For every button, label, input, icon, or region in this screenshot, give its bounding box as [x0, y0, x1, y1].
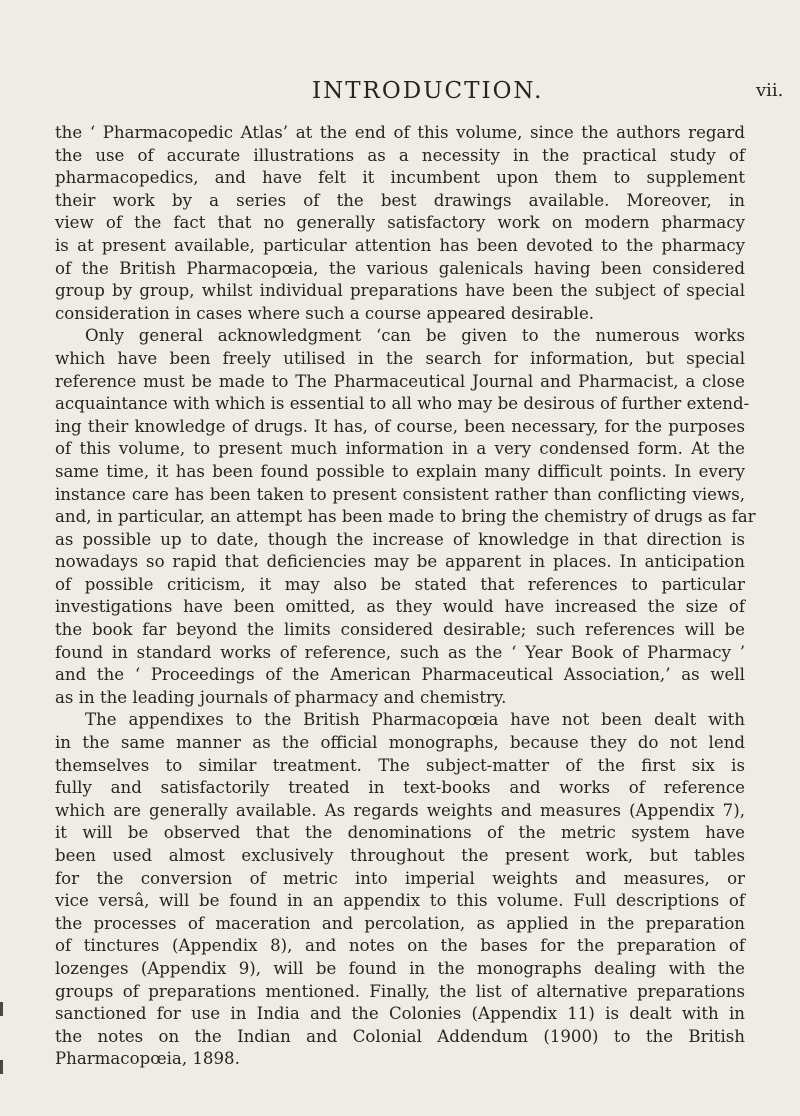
text-line: which are generally available. As regards weights and measures (Appendix 7), [55, 800, 745, 820]
text-line: groups of preparations mentioned. Finally, the list of alternative preparations [55, 981, 745, 1001]
text-line: as possible up to date, though the increase of knowledge in that direction is [55, 529, 745, 549]
text-line: of tinctures (Appendix 8), and notes on the bases for the preparation of [55, 936, 745, 956]
running-head [0, 78, 800, 112]
text-line: the use of accurate illustrations as a necessity in the practical study of [55, 145, 745, 165]
text-line: The appendixes to the British Pharmacopœia have not been dealt with [85, 710, 745, 730]
text-line: vice versâ, will be found in an appendix to this volume. Full descriptions of [55, 891, 745, 911]
text-line: nowadays so rapid that deficiencies may be apparent in places. In anticipation [55, 552, 745, 572]
text-line: instance care has been taken to present consistent rather than conflicting views, [55, 484, 745, 504]
text-line: the book far beyond the limits considered desirable; such references will be [55, 620, 745, 640]
text-line: is at present available, particular attention has been devoted to the pharmacy [55, 235, 745, 255]
text-line: the processes of maceration and percolation, as applied in the preparation [55, 913, 745, 933]
text-line: for the conversion of metric into imperial weights and measures, or [55, 868, 745, 888]
text-line: reference must be made to The Pharmaceutical Journal and Pharmacist, a close [55, 371, 745, 391]
text-line: their work by a series of the best drawings available. Moreover, in [55, 190, 745, 210]
text-line: in the same manner as the official monographs, because they do not lend [55, 733, 745, 753]
text-line: acquaintance with which is essential to all who may be desirous of further extend- [55, 394, 750, 414]
text-line: and the ‘ Proceedings of the American Pharmaceutical Association,’ as well [55, 665, 745, 685]
text-line: of possible criticism, it may also be stated that references to particular [55, 574, 745, 594]
text-line: been used almost exclusively throughout the present work, but tables [55, 846, 745, 865]
text-line: as in the leading journals of pharmacy and chemistry. [55, 687, 507, 707]
text-line: of the British Pharmacopœia, the various galenicals having been considered [55, 258, 745, 278]
text-line: Pharmacopœia, 1898. [55, 1049, 240, 1069]
text-line: themselves to similar treatment. The subject-matter of the first six is [55, 755, 745, 775]
text-line: it will be observed that the denominations of the metric system have [55, 823, 745, 843]
text-line: ing their knowledge of drugs. It has, of course, been necessary, for the purposes [55, 416, 745, 436]
text-line: view of the fact that no generally satisfactory work on modern pharmacy [55, 213, 745, 233]
text-line: same time, it has been found possible to explain many difficult points. In every [55, 461, 745, 481]
text-line: lozenges (Appendix 9), will be found in the monographs dealing with the [55, 958, 745, 978]
running-title: INTRODUCTION. [312, 78, 544, 104]
text-line: investigations have been omitted, as they would have increased the size of [55, 597, 745, 617]
text-line: which have been freely utilised in the search for information, but special [55, 348, 745, 368]
text-line: fully and satisfactorily treated in text-books and works of reference [55, 778, 745, 798]
body-text [55, 122, 756, 1071]
text-line: group by group, whilst individual preparations have been the subject of special [55, 281, 745, 301]
text-line: the notes on the Indian and Colonial Addendum (1900) to the British [55, 1026, 745, 1046]
page-edge-mark [0, 1002, 3, 1016]
text-line: and, in particular, an attempt has been made to bring the chemistry of drugs as far [55, 507, 756, 527]
text-line: found in standard works of reference, such as the ‘ Year Book of Pharmacy ’ [55, 642, 745, 662]
page-number: vii. [756, 80, 784, 101]
text-line: Only general acknowledgment ‘can be given to the numerous works [85, 326, 745, 346]
text-line: the ‘ Pharmacopedic Atlas’ at the end of this volume, since the authors regard [55, 123, 745, 142]
page-edge-mark [0, 1060, 3, 1074]
text-line: pharmacopedics, and have felt it incumbent upon them to supplement [55, 168, 745, 188]
text-line: of this volume, to present much information in a very condensed form. At the [55, 439, 745, 459]
text-line: sanctioned for use in India and the Colonies (Appendix 11) is dealt with in [55, 1004, 745, 1024]
text-line: consideration in cases where such a course appeared desirable. [55, 303, 595, 323]
